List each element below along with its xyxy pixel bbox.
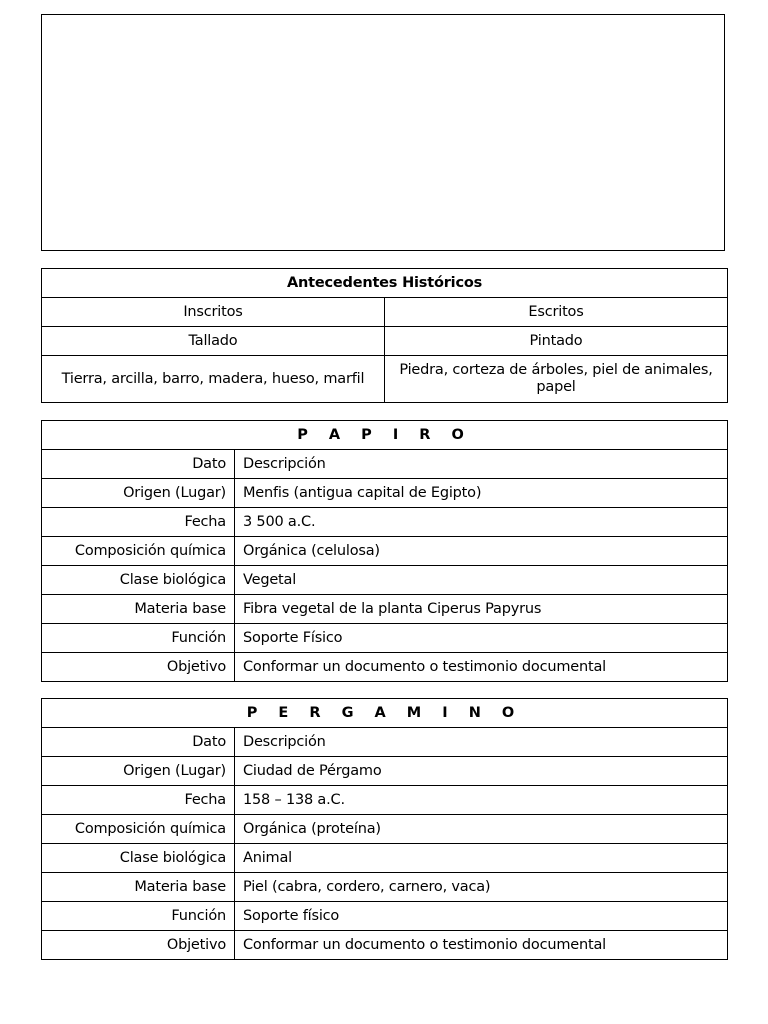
table-value-cell: 3 500 a.C.	[235, 508, 728, 537]
table-value-cell: Ciudad de Pérgamo	[235, 757, 728, 786]
table-label-cell: Clase biológica	[42, 844, 235, 873]
table-header-row	[42, 421, 728, 450]
table-value-cell: Orgánica (proteína)	[235, 815, 728, 844]
table-label-cell: Objetivo	[42, 653, 235, 682]
table-row	[42, 873, 728, 902]
table-value-cell: Descripción	[235, 728, 728, 757]
table-value-cell: Animal	[235, 844, 728, 873]
table-value-cell: 158 – 138 a.C.	[235, 786, 728, 815]
table-row	[42, 450, 728, 479]
table-value-cell: Orgánica (celulosa)	[235, 537, 728, 566]
table-row	[42, 327, 728, 356]
table-row	[42, 931, 728, 960]
table-cell: Pintado	[385, 327, 728, 356]
table-row	[42, 566, 728, 595]
table-title: P E R G A M I N O	[42, 699, 728, 728]
table-value-cell: Menfis (antigua capital de Egipto)	[235, 479, 728, 508]
table-row	[42, 479, 728, 508]
empty-frame-box	[41, 14, 725, 251]
table-row	[42, 624, 728, 653]
papiro-table	[41, 420, 728, 682]
table-row	[42, 298, 728, 327]
table-row	[42, 757, 728, 786]
table-value-cell: Soporte Físico	[235, 624, 728, 653]
table-cell: Piedra, corteza de árboles, piel de animales, papel	[385, 356, 728, 403]
table-label-cell: Dato	[42, 450, 235, 479]
table-value-cell: Piel (cabra, cordero, carnero, vaca)	[235, 873, 728, 902]
table-cell: Tallado	[42, 327, 385, 356]
table-label-cell: Fecha	[42, 786, 235, 815]
table-value-cell: Fibra vegetal de la planta Ciperus Papyrus	[235, 595, 728, 624]
table-value-cell: Descripción	[235, 450, 728, 479]
table-label-cell: Función	[42, 902, 235, 931]
table-label-cell: Origen (Lugar)	[42, 479, 235, 508]
table-row	[42, 728, 728, 757]
table-cell: Inscritos	[42, 298, 385, 327]
table-row	[42, 844, 728, 873]
table-label-cell: Función	[42, 624, 235, 653]
table-label-cell: Composición química	[42, 815, 235, 844]
pergamino-table	[41, 698, 728, 960]
table-header-row	[42, 269, 728, 298]
antecedentes-table	[41, 268, 728, 403]
table-title: P A P I R O	[42, 421, 728, 450]
table-label-cell: Fecha	[42, 508, 235, 537]
table-label-cell: Origen (Lugar)	[42, 757, 235, 786]
table-label-cell: Dato	[42, 728, 235, 757]
table-header-row	[42, 699, 728, 728]
table-title: Antecedentes Históricos	[42, 269, 728, 298]
table-label-cell: Clase biológica	[42, 566, 235, 595]
table-label-cell: Materia base	[42, 873, 235, 902]
table-row	[42, 508, 728, 537]
table-row	[42, 902, 728, 931]
table-row	[42, 595, 728, 624]
table-row	[42, 356, 728, 403]
table-value-cell: Soporte físico	[235, 902, 728, 931]
table-value-cell: Conformar un documento o testimonio documental	[235, 653, 728, 682]
table-row	[42, 815, 728, 844]
table-value-cell: Vegetal	[235, 566, 728, 595]
table-label-cell: Composición química	[42, 537, 235, 566]
table-row	[42, 537, 728, 566]
table-value-cell: Conformar un documento o testimonio documental	[235, 931, 728, 960]
table-cell: Tierra, arcilla, barro, madera, hueso, marfil	[42, 356, 385, 403]
table-row	[42, 653, 728, 682]
table-label-cell: Objetivo	[42, 931, 235, 960]
table-label-cell: Materia base	[42, 595, 235, 624]
table-cell: Escritos	[385, 298, 728, 327]
table-row	[42, 786, 728, 815]
